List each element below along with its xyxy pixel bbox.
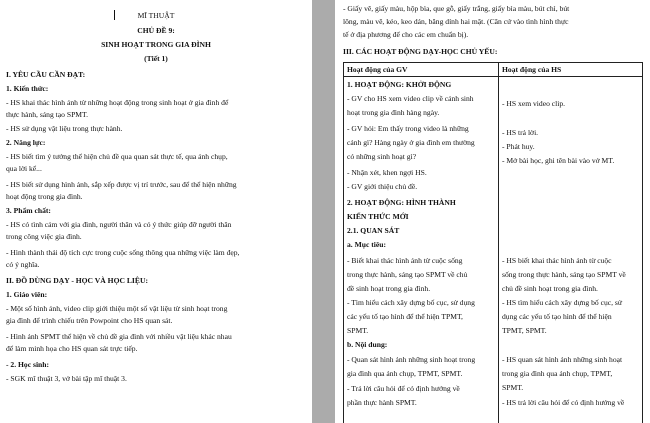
gv-line: trong thực hành, sáng tạo SPMT về chủ bbox=[347, 270, 468, 279]
knowledge-line: - HS khai thác hình ảnh từ những hoạt động trong sinh hoạt ở gia đình để bbox=[6, 98, 229, 107]
teacher-line: gia đình để trình chiếu trên Powpoint cho HS quan sát. bbox=[6, 316, 173, 325]
gv-line: - Tìm hiểu cách xây dựng bố cục, sử dụng bbox=[347, 298, 475, 307]
teacher-line: - Hình ảnh SPMT thể hiện về chủ đề gia đình với nhiều vật liệu khác nhau bbox=[6, 332, 232, 341]
section-2-heading: II. ĐỒ DÙNG DẠY - HỌC VÀ HỌC LIỆU: bbox=[6, 276, 148, 285]
objective-heading: a. Mục tiêu: bbox=[347, 240, 387, 249]
gv-line: cảnh gì? Hàng ngày ở gia đình em thường bbox=[347, 138, 475, 147]
subject-heading: MĨ THUẬT bbox=[137, 11, 175, 20]
knowledge-heading: 1. Kiến thức: bbox=[6, 84, 49, 93]
gv-line: hoạt trong gia đình hàng ngày. bbox=[347, 108, 440, 117]
gv-line: gia đình qua ảnh chụp, TPMT, SPMT. bbox=[347, 369, 463, 378]
hs-line: - HS quan sát hình ảnh những sinh hoạt bbox=[502, 355, 623, 364]
qualities-line: - Hình thành thái độ tích cực trong cuộc sống thông qua những việc làm đẹp, bbox=[6, 248, 240, 257]
student-heading: - 2. Học sinh: bbox=[6, 360, 50, 369]
lesson-period: (Tiết 1) bbox=[144, 54, 168, 63]
gv-line: phần thực hành SPMT. bbox=[347, 398, 417, 407]
subsection-heading: 2.1. QUAN SÁT bbox=[347, 226, 400, 235]
teacher-line: - Một số hình ảnh, video clip giới thiệu một số vật liệu từ sinh hoạt trong bbox=[6, 304, 228, 313]
hs-line: - HS tìm hiểu cách xây dựng bố cục, sử bbox=[502, 298, 623, 307]
competency-line: - HS biết tìm ý tưởng thể hiện chủ đề qua quan sát thực tế, qua ảnh chụp, bbox=[6, 152, 228, 161]
hs-line: chủ đề sinh hoạt trong gia đình. bbox=[502, 284, 598, 293]
gv-line: - GV cho HS xem video clip về cảnh sinh bbox=[347, 94, 474, 103]
gv-line: - Quan sát hình ảnh những sinh hoạt trong bbox=[347, 355, 476, 364]
gv-line: - Trả lời câu hỏi để có định hướng về bbox=[347, 384, 460, 393]
gv-line: có những sinh hoạt gì? bbox=[347, 152, 417, 161]
table-header-hs: Hoạt động của HS bbox=[502, 65, 562, 74]
hs-line: trong gia đình qua ảnh chụp, TPMT, bbox=[502, 369, 613, 378]
hs-line: - Phát huy. bbox=[502, 142, 535, 151]
table-border-left bbox=[343, 62, 344, 423]
activity-heading: 2. HOẠT ĐỘNG: HÌNH THÀNH bbox=[347, 198, 456, 207]
qualities-line: có ý nghĩa. bbox=[6, 260, 40, 269]
knowledge-line: - HS sử dụng vật liệu trong thực hành. bbox=[6, 124, 123, 133]
materials-line: - Giấy vẽ, giấy màu, hộp bìa, que gỗ, giấy trắng, giấy bìa màu, bút chì, bút bbox=[343, 4, 570, 13]
hs-line: - Mở bài học, ghi tên bài vào vở MT. bbox=[502, 156, 615, 165]
table-column-divider bbox=[498, 62, 499, 423]
competency-line: - HS biết sử dụng hình ảnh, sắp xếp được vị trí trước, sau để thể hiện những bbox=[6, 180, 237, 189]
topic-heading: CHỦ ĐỀ 9: bbox=[137, 26, 175, 35]
teacher-line: để làm minh họa cho HS quan sát trực tiếp. bbox=[6, 344, 138, 353]
hs-line: sống trong thực hành, sáng tạo SPMT về bbox=[502, 270, 626, 279]
hs-line: dụng các yếu tố tạo hình để thể hiện bbox=[502, 312, 612, 321]
hs-line: - HS xem video clip. bbox=[502, 99, 566, 108]
gv-line: - Biết khai thác hình ảnh từ cuộc sống bbox=[347, 256, 463, 265]
knowledge-line: thực hành, sáng tạo SPMT. bbox=[6, 110, 89, 119]
teacher-heading: 1. Giáo viên: bbox=[6, 290, 48, 299]
competency-heading: 2. Năng lực: bbox=[6, 138, 46, 147]
hs-line: - HS trả lời. bbox=[502, 128, 539, 137]
section-3-heading: III. CÁC HOẠT ĐỘNG DẠY-HỌC CHỦ YẾU: bbox=[343, 47, 498, 56]
qualities-line: trong công việc gia đình. bbox=[6, 232, 82, 241]
lesson-title: SINH HOẠT TRONG GIA ĐÌNH bbox=[101, 40, 211, 49]
student-line: - SGK mĩ thuật 3, vở bài tập mĩ thuật 3. bbox=[6, 374, 127, 383]
table-border-right bbox=[642, 62, 643, 423]
materials-line: tế ở địa phương để cho các em chuẩn bị). bbox=[343, 30, 469, 39]
document-page-right bbox=[335, 0, 650, 423]
gv-line: các yếu tố tạo hình để thể hiện TPMT, bbox=[347, 312, 463, 321]
section-1-heading: I. YÊU CẦU CẦN ĐẠT: bbox=[6, 70, 86, 79]
gv-line: - GV hỏi: Em thấy trong video là những bbox=[347, 124, 469, 133]
activity-heading: 1. HOẠT ĐỘNG: KHỞI ĐỘNG bbox=[347, 80, 452, 89]
hs-line: - HS trả lời câu hỏi để có định hướng về bbox=[502, 398, 625, 407]
document-page-left bbox=[0, 0, 312, 423]
competency-line: qua lời kể... bbox=[6, 164, 42, 173]
hs-line: - HS biết khai thác hình ảnh từ cuộc bbox=[502, 256, 612, 265]
hs-line: SPMT. bbox=[502, 383, 524, 392]
competency-line: hoạt động trong gia đình. bbox=[6, 192, 83, 201]
hs-line: TPMT, SPMT. bbox=[502, 326, 547, 335]
table-border-top bbox=[343, 62, 643, 63]
gv-line: đề sinh hoạt trong gia đình. bbox=[347, 284, 431, 293]
gv-line: - GV giới thiệu chủ đề. bbox=[347, 182, 418, 191]
activity-heading: KIẾN THỨC MỚI bbox=[347, 212, 409, 221]
materials-line: lông, màu vẽ, kéo, keo dán, băng dính hai mặt. (Căn cứ vào tình hình thực bbox=[343, 17, 569, 26]
table-header-gv: Hoạt động của GV bbox=[347, 65, 408, 74]
table-header-divider bbox=[343, 76, 643, 77]
content-heading: b. Nội dung: bbox=[347, 340, 388, 349]
gv-line: - Nhận xét, khen ngợi HS. bbox=[347, 168, 427, 177]
qualities-line: - HS có tình cảm với gia đình, người thân và có ý thức giúp đỡ người thân bbox=[6, 220, 232, 229]
gv-line: SPMT. bbox=[347, 326, 369, 335]
qualities-heading: 3. Phẩm chất: bbox=[6, 206, 51, 215]
